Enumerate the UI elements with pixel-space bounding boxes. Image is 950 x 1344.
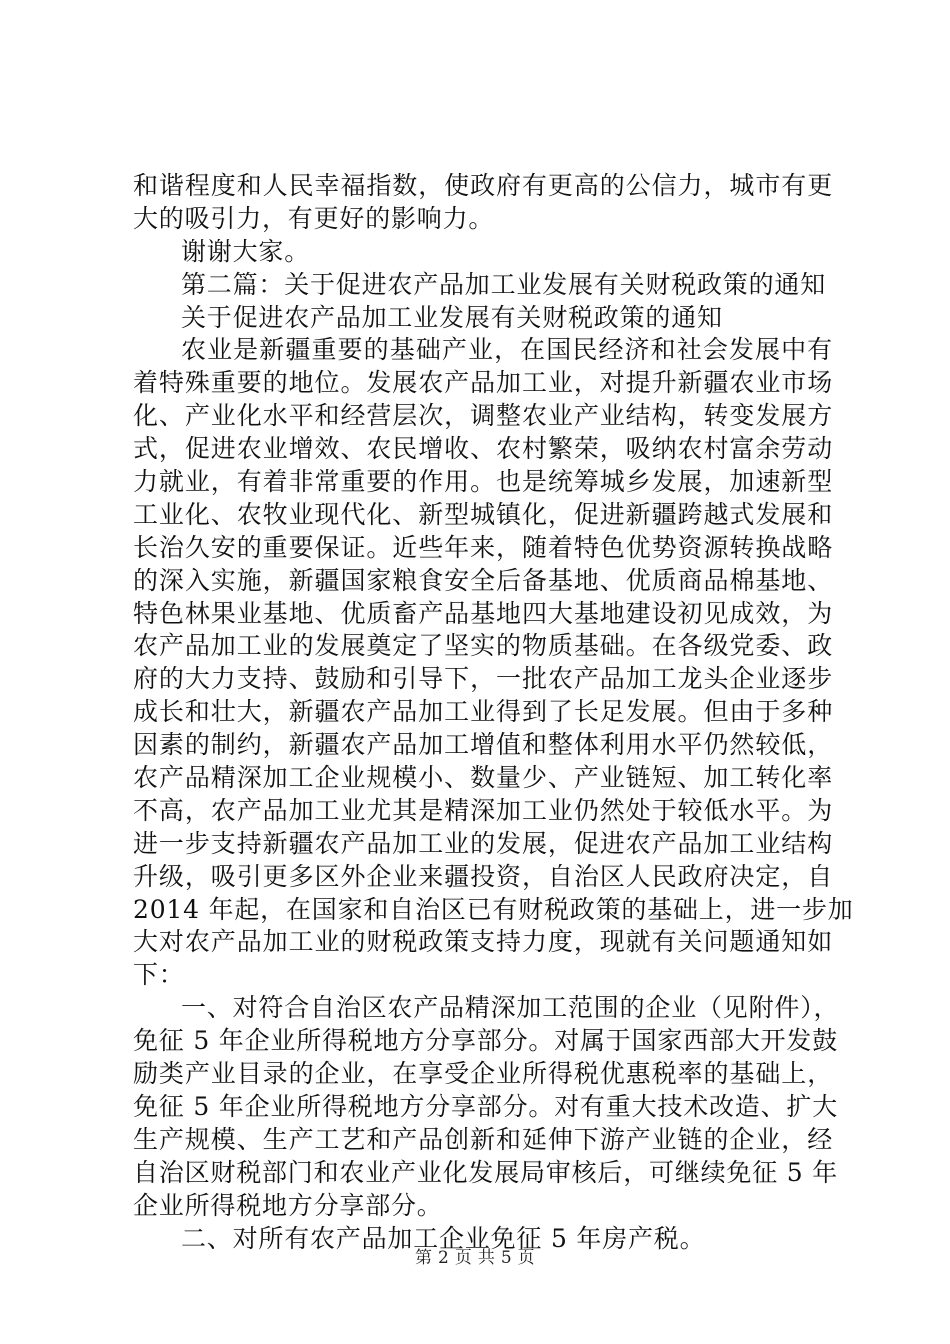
text-line: 励类产业目录的企业，在享受企业所得税优惠税率的基础上， <box>133 1059 833 1089</box>
text-line: 成长和壮大，新疆农产品加工业得到了长足发展。但由于多种 <box>133 697 833 727</box>
text-line: 大对农产品加工业的财税政策支持力度，现就有关问题通知如 <box>133 927 833 957</box>
text-line: 企业所得税地方分享部分。 <box>133 1190 443 1220</box>
text-line: 特色林果业基地、优质畜产品基地四大基地建设初见成效，为 <box>133 598 833 628</box>
text-line: 免征 5 年企业所得税地方分享部分。对属于国家西部大开发鼓 <box>133 1026 839 1056</box>
text-line: 长治久安的重要保证。近些年来，随着特色优势资源转换战略 <box>133 532 833 562</box>
text-line: 因素的制约，新疆农产品加工增值和整体利用水平仍然较低， <box>133 730 833 760</box>
text-line: 力就业，有着非常重要的作用。也是统筹城乡发展，加速新型 <box>133 467 833 497</box>
text-line: 化、产业化水平和经营层次，调整农业产业结构，转变发展方 <box>133 401 833 431</box>
text-line: 进一步支持新疆农产品加工业的发展，促进农产品加工业结构 <box>133 828 833 858</box>
text-line: 谢谢大家。 <box>181 236 311 266</box>
text-line: 着特殊重要的地位。发展农产品加工业，对提升新疆农业市场 <box>133 368 833 398</box>
text-line: 自治区财税部门和农业产业化发展局审核后，可继续免征 5 年 <box>133 1157 839 1187</box>
text-line: 二、对所有农产品加工企业免征 5 年房产税。 <box>181 1223 706 1253</box>
text-line: 府的大力支持、鼓励和引导下，一批农产品加工龙头企业逐步 <box>133 664 833 694</box>
text-line: 升级，吸引更多区外企业来疆投资，自治区人民政府决定，自 <box>133 861 833 891</box>
text-line: 的深入实施，新疆国家粮食安全后备基地、优质商品棉基地、 <box>133 565 833 595</box>
text-line: 下： <box>133 960 185 990</box>
text-line: 免征 5 年企业所得税地方分享部分。对有重大技术改造、扩大 <box>133 1091 839 1121</box>
text-line: 工业化、农牧业现代化、新型城镇化，促进新疆跨越式发展和 <box>133 499 833 529</box>
text-line: 生产规模、生产工艺和产品创新和延伸下游产业链的企业，经 <box>133 1124 833 1154</box>
text-line: 和谐程度和人民幸福指数，使政府有更高的公信力，城市有更 <box>133 171 833 200</box>
text-line: 不高，农产品加工业尤其是精深加工业仍然处于较低水平。为 <box>133 795 833 825</box>
text-line: 式，促进农业增效、农民增收、农村繁荣，吸纳农村富余劳动 <box>133 434 833 464</box>
text-line: 农产品精深加工企业规模小、数量少、产业链短、加工转化率 <box>133 763 833 793</box>
text-line: 农产品加工业的发展奠定了坚实的物质基础。在各级党委、政 <box>133 631 833 661</box>
text-line: 农业是新疆重要的基础产业，在国民经济和社会发展中有 <box>181 335 833 365</box>
section-heading: 第二篇：关于促进农产品加工业发展有关财税政策的通知 <box>181 269 827 299</box>
text-line: 大的吸引力，有更好的影响力。 <box>133 203 495 233</box>
document-title: 关于促进农产品加工业发展有关财税政策的通知 <box>181 302 723 332</box>
page-footer: 第 2 页 共 5 页 <box>415 1248 535 1268</box>
document-body <box>133 170 854 1255</box>
text-line: 2014 年起，在国家和自治区已有财税政策的基础上，进一步加 <box>133 894 854 924</box>
text-line: 一、对符合自治区农产品精深加工范围的企业（见附件）， <box>181 993 840 1023</box>
